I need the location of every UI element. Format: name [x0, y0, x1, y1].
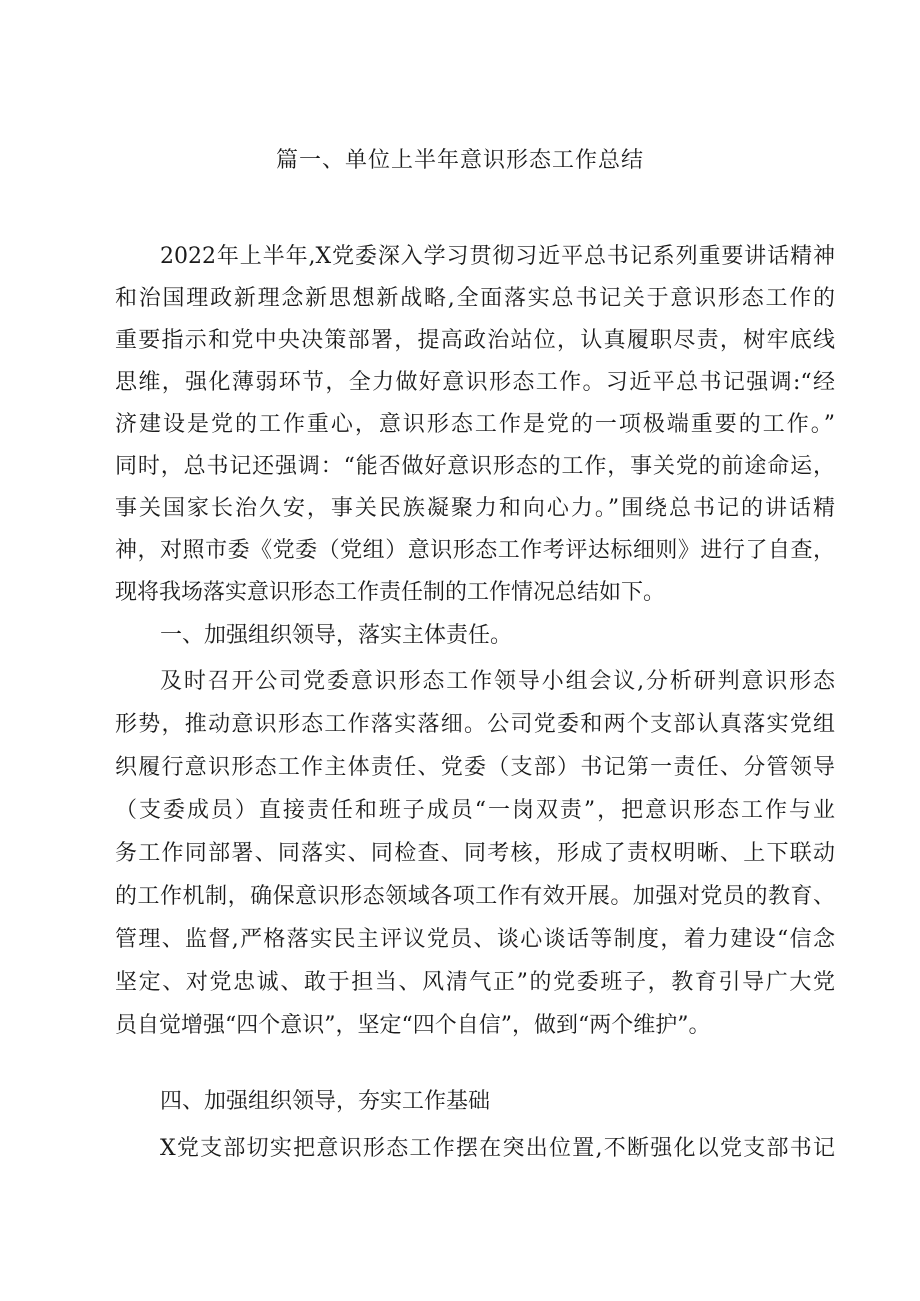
- paragraph-line: 织履行意识形态工作主体责任、党委（支部）书记第一责任、分管领导: [115, 755, 835, 780]
- paragraph-line: 思维，强化薄弱环节，全力做好意识形态工作。习近平总书记强调:“经: [115, 370, 835, 395]
- paragraph-line: 同时，总书记还强调：“能否做好意识形态的工作，事关党的前途命运，: [115, 454, 835, 479]
- paragraph-line: 的工作机制，确保意识形态领域各项工作有效开展。加强对党员的教育、: [115, 884, 835, 909]
- document-title: 篇一、单位上半年意识形态工作总结: [275, 148, 644, 173]
- paragraph-line: X党支部切实把意识形态工作摆在突出位置,不断强化以党支部书记: [160, 1136, 835, 1161]
- paragraph-line: 形势，推动意识形态工作落实落细。公司党委和两个支部认真落实党组: [115, 712, 835, 737]
- paragraph-line: 务工作同部署、同落实、同检查、同考核，形成了责权明晰、上下联动: [115, 841, 835, 866]
- paragraph-line: 神，对照市委《党委（党组）意识形态工作考评达标细则》进行了自查，: [115, 538, 835, 563]
- section-heading: 一、加强组织领导，落实主体责任。: [160, 623, 513, 648]
- paragraph-line: 坚定、对党忠诚、敢于担当、风清气正”的党委班子，教育引导广大党: [115, 970, 835, 995]
- paragraph-line: （支委成员）直接责任和班子成员“一岗双责”，把意识形态工作与业: [115, 798, 835, 823]
- paragraph-line: 及时召开公司党委意识形态工作领导小组会议,分析研判意识形态: [160, 669, 835, 694]
- paragraph-line: 管理、监督,严格落实民主评议党员、谈心谈话等制度，着力建设“信念: [115, 927, 835, 952]
- paragraph-line: 重要指示和党中央决策部署，提高政治站位，认真履职尽责，树牢底线: [115, 328, 835, 353]
- paragraph-line: 现将我场落实意识形态工作责任制的工作情况总结如下。: [115, 580, 666, 605]
- paragraph-line: 员自觉增强“四个意识”，坚定“四个自信”，做到“两个维护”。: [115, 1013, 711, 1038]
- paragraph-line: 事关国家长治久安，事关民族凝聚力和向心力。”围绕总书记的讲话精: [115, 496, 835, 521]
- paragraph-line: 2022年上半年,X党委深入学习贯彻习近平总书记系列重要讲话精神: [160, 244, 835, 269]
- paragraph-line: 和治国理政新理念新思想新战略,全面落实总书记关于意识形态工作的: [115, 286, 835, 311]
- paragraph-line: 济建设是党的工作重心，意识形态工作是党的一项极端重要的工作。”: [115, 412, 835, 437]
- section-heading: 四、加强组织领导，夯实工作基础: [160, 1089, 491, 1114]
